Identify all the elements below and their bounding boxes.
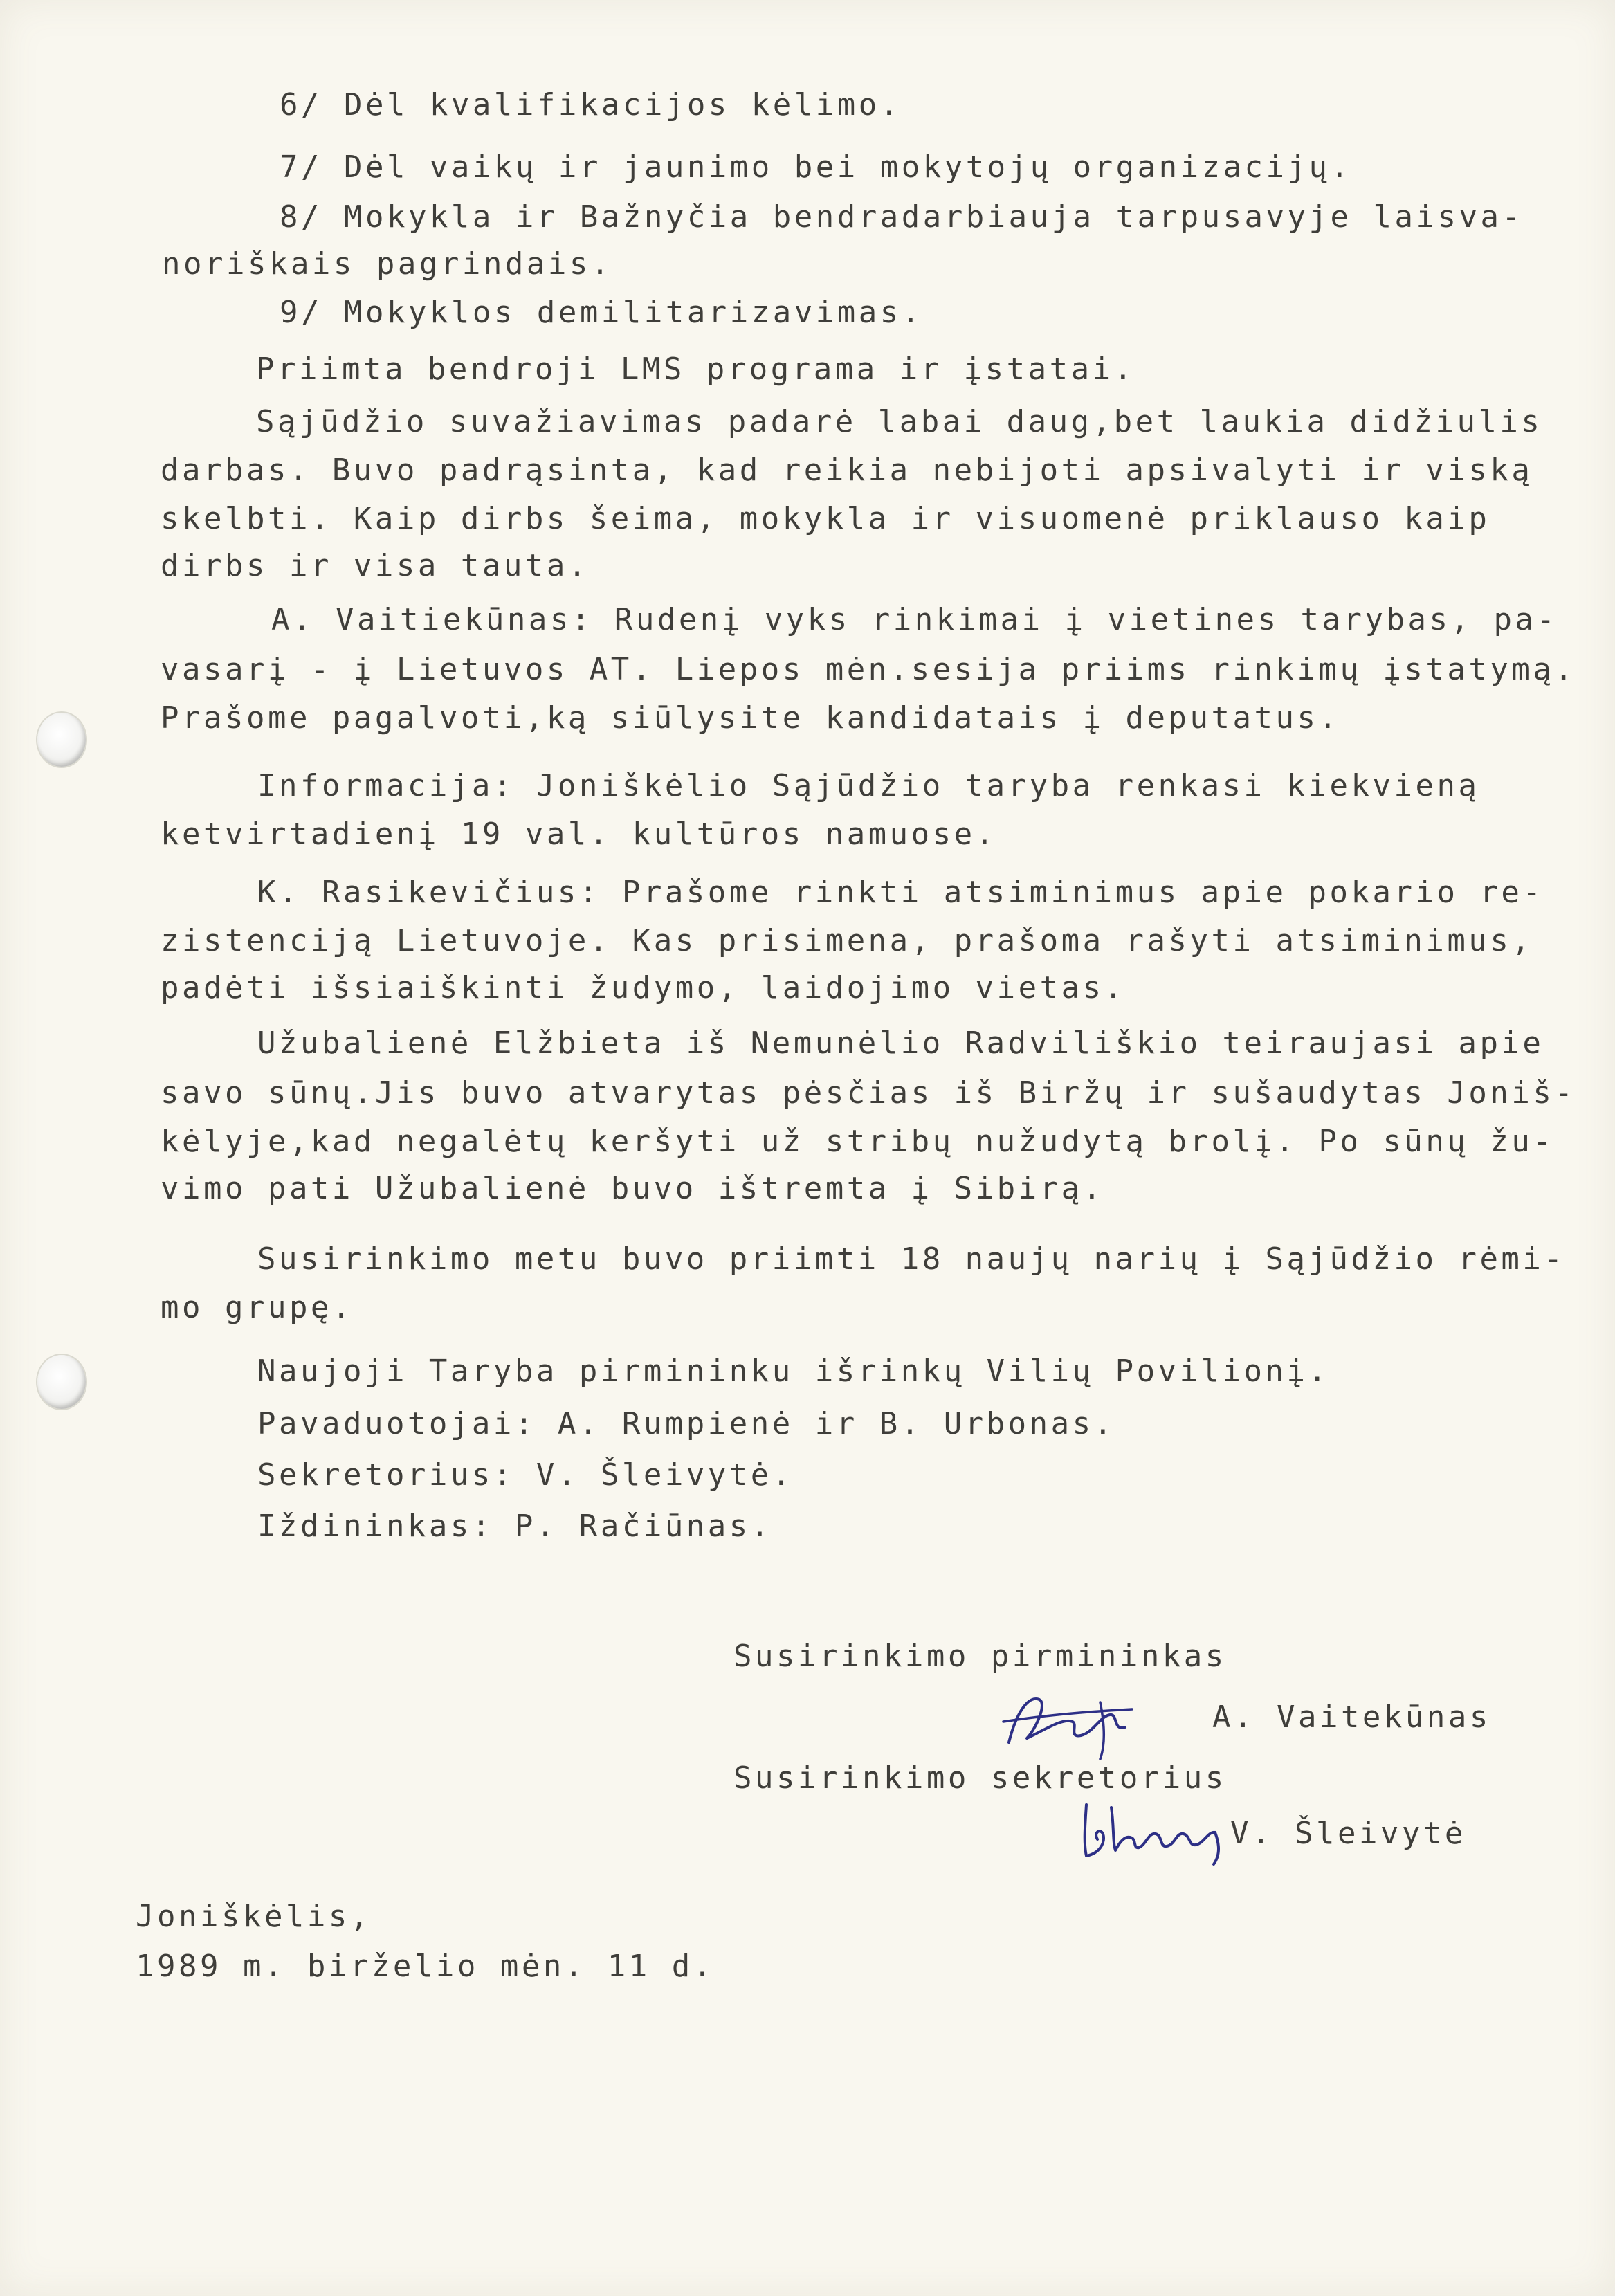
text-line: Sąjūdžio suvažiavimas padarė labai daug,bet laukia didžiulis	[256, 404, 1543, 439]
text-line: Sekretorius: V. Šleivytė.	[257, 1457, 794, 1493]
text-line: Pavaduotojai: A. Rumpienė ir B. Urbonas.	[257, 1406, 1115, 1441]
punch-hole-top	[37, 713, 86, 767]
text-line: darbas. Buvo padrąsinta, kad reikia nebijoti apsivalyti ir viską	[161, 453, 1533, 488]
place: Joniškėlis,	[136, 1899, 372, 1934]
secretary-name: V. Šleivytė	[1230, 1816, 1466, 1851]
text-line: Prašome pagalvoti,ką siūlysite kandidatais į deputatus.	[161, 700, 1340, 736]
text-line: savo sūnų.Jis buvo atvarytas pėsčias iš Biržų ir sušaudytas Joniš-	[161, 1075, 1576, 1111]
text-line: Užubalienė Elžbieta iš Nemunėlio Radviliškio teiraujasi apie	[257, 1026, 1544, 1061]
text-line: kėlyje,kad negalėtų keršyti už stribų nužudytą brolį. Po sūnų žu-	[161, 1124, 1555, 1159]
text-line: 8/ Mokykla ir Bažnyčia bendradarbiauja tarpusavyje laisva-	[280, 199, 1524, 235]
text-line: noriškais pagrindais.	[162, 246, 612, 282]
text-line: 9/ Mokyklos demilitarizavimas.	[280, 295, 923, 330]
text-line: padėti išsiaiškinti žudymo, laidojimo vietas.	[161, 970, 1126, 1005]
text-line: K. Rasikevičius: Prašome rinkti atsiminimus apie pokario re-	[257, 875, 1544, 910]
chair-title: Susirinkimo pirmininkas	[733, 1639, 1227, 1674]
text-line: ketvirtadienį 19 val. kultūros namuose.	[161, 817, 997, 852]
text-line: A. Vaitiekūnas: Rudenį vyks rinkimai į vietines tarybas, pa-	[271, 602, 1558, 637]
text-line: Susirinkimo metu buvo priimti 18 naujų narių į Sąjūdžio rėmi-	[257, 1241, 1566, 1277]
secretary-signature	[1073, 1784, 1239, 1867]
text-line: Naujoji Taryba pirmininku išrinkų Vilių Povilionį.	[257, 1354, 1330, 1389]
text-line: vimo pati Užubalienė buvo ištremta į Sibirą.	[161, 1171, 1104, 1206]
text-line: 6/ Dėl kvalifikacijos kėlimo.	[280, 87, 902, 122]
text-line: zistenciją Lietuvoje. Kas prisimena, prašoma rašyti atsiminimus,	[161, 923, 1533, 958]
chair-name: A. Vaitekūnas	[1212, 1700, 1491, 1735]
text-line: dirbs ir visa tauta.	[161, 548, 590, 583]
text-line: mo grupę.	[161, 1290, 354, 1325]
text-line: skelbti. Kaip dirbs šeima, mokykla ir visuomenė priklauso kaip	[161, 501, 1490, 536]
text-line: vasarį - į Lietuvos AT. Liepos mėn.sesija priims rinkimų įstatymą.	[161, 652, 1576, 687]
text-line: 7/ Dėl vaikų ir jaunimo bei mokytojų organizacijų.	[280, 149, 1352, 185]
text-line: Priimta bendroji LMS programa ir įstatai.	[256, 352, 1135, 387]
date: 1989 m. birželio mėn. 11 d.	[136, 1949, 715, 1984]
punch-hole-bottom	[37, 1355, 86, 1409]
text-line: Informacija: Joniškėlio Sąjūdžio taryba renkasi kiekvieną	[257, 768, 1480, 803]
text-line: Iždininkas: P. Račiūnas.	[257, 1509, 772, 1544]
chair-signature	[996, 1682, 1142, 1765]
secretary-title: Susirinkimo sekretorius	[733, 1760, 1227, 1796]
